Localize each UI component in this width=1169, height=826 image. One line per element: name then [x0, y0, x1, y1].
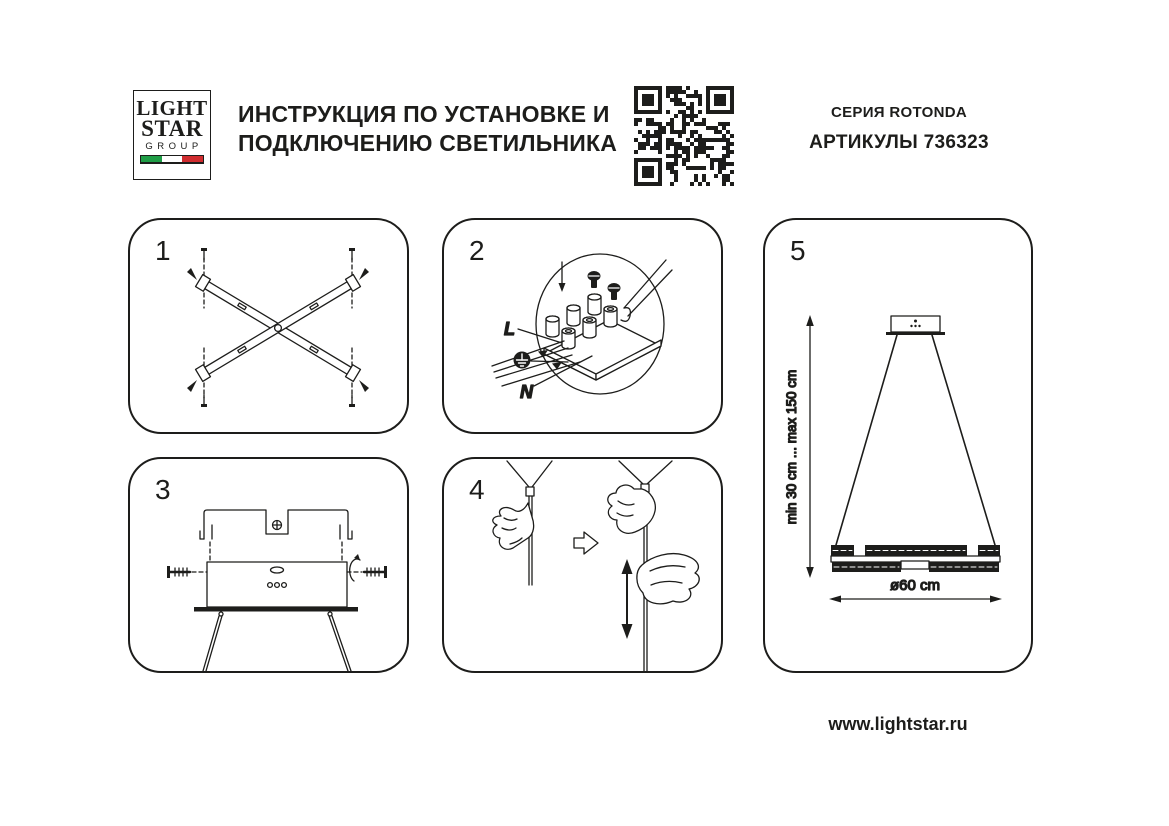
step-panel-1 — [128, 218, 409, 434]
cross-bracket-drawing — [130, 220, 407, 432]
product-info — [765, 104, 1033, 154]
up-down-arrow-icon — [622, 559, 633, 639]
pendant-canopy — [886, 316, 945, 335]
logo-text-light: LIGHT — [136, 96, 208, 120]
scene-adjust — [608, 461, 699, 671]
canopy-box — [207, 562, 347, 607]
cloth-icon — [637, 554, 699, 604]
step-panel-3 — [128, 457, 409, 673]
flag-white-segment — [162, 156, 183, 162]
diameter-dimension — [829, 577, 1002, 603]
ceiling-bracket — [200, 510, 352, 539]
hand-icon — [608, 485, 656, 533]
cord-adjustment-drawing — [444, 459, 721, 671]
rotate-arrow — [350, 559, 360, 581]
canopy-mount-drawing — [130, 459, 407, 671]
height-range-label: min 30 cm ... max 150 cm — [784, 369, 799, 525]
flag-green-segment — [141, 156, 162, 162]
side-screw-left — [167, 566, 207, 578]
insert-arrow — [559, 262, 566, 292]
pendant-dimensions-drawing — [765, 220, 1031, 671]
title-line-2: ПОДКЛЮЧЕНИЮ СВЕТИЛЬНИКА — [238, 130, 618, 156]
ceiling-plate — [194, 607, 358, 612]
hand-icon — [493, 503, 534, 549]
suspension-wire-left — [836, 335, 897, 545]
logo-text-star: STAR — [141, 116, 203, 141]
website-url: www.lightstar.ru — [828, 714, 968, 734]
step-number-4: 4 — [469, 474, 485, 505]
title-line-1: ИНСТРУКЦИЯ ПО УСТАНОВКЕ И — [238, 101, 610, 127]
step-number-2: 2 — [469, 235, 485, 266]
label-live: L — [504, 319, 515, 339]
step-panel-4 — [442, 457, 723, 673]
step-number-1: 1 — [155, 235, 171, 266]
suspension-wire-right — [932, 335, 995, 545]
label-neutral: N — [520, 382, 533, 402]
scene-before — [493, 461, 552, 585]
side-screw-right — [347, 554, 387, 581]
step-number-5: 5 — [790, 235, 806, 266]
article-label: АРТИКУЛЫ 736323 — [809, 132, 989, 153]
pendant-ring — [831, 545, 1000, 572]
logo-text-group: GROUP — [145, 141, 203, 152]
italian-flag-stripe — [140, 155, 204, 164]
lightstar-logo — [133, 90, 211, 180]
step-panel-5 — [763, 218, 1033, 673]
page-title — [238, 100, 617, 158]
terminal-wiring-drawing — [444, 220, 721, 432]
qr-code-icon — [634, 86, 734, 186]
step-panel-2 — [442, 218, 723, 434]
step-number-3: 3 — [155, 474, 171, 505]
height-dimension — [784, 315, 814, 578]
next-arrow-icon — [574, 532, 598, 554]
diameter-label: ø60 cm — [889, 577, 941, 594]
suspension-wires — [203, 612, 351, 671]
mains-cable — [621, 260, 672, 321]
series-label: СЕРИЯ ROTONDA — [830, 104, 968, 121]
flag-red-segment — [182, 156, 203, 162]
earth-ground-icon — [514, 352, 531, 369]
